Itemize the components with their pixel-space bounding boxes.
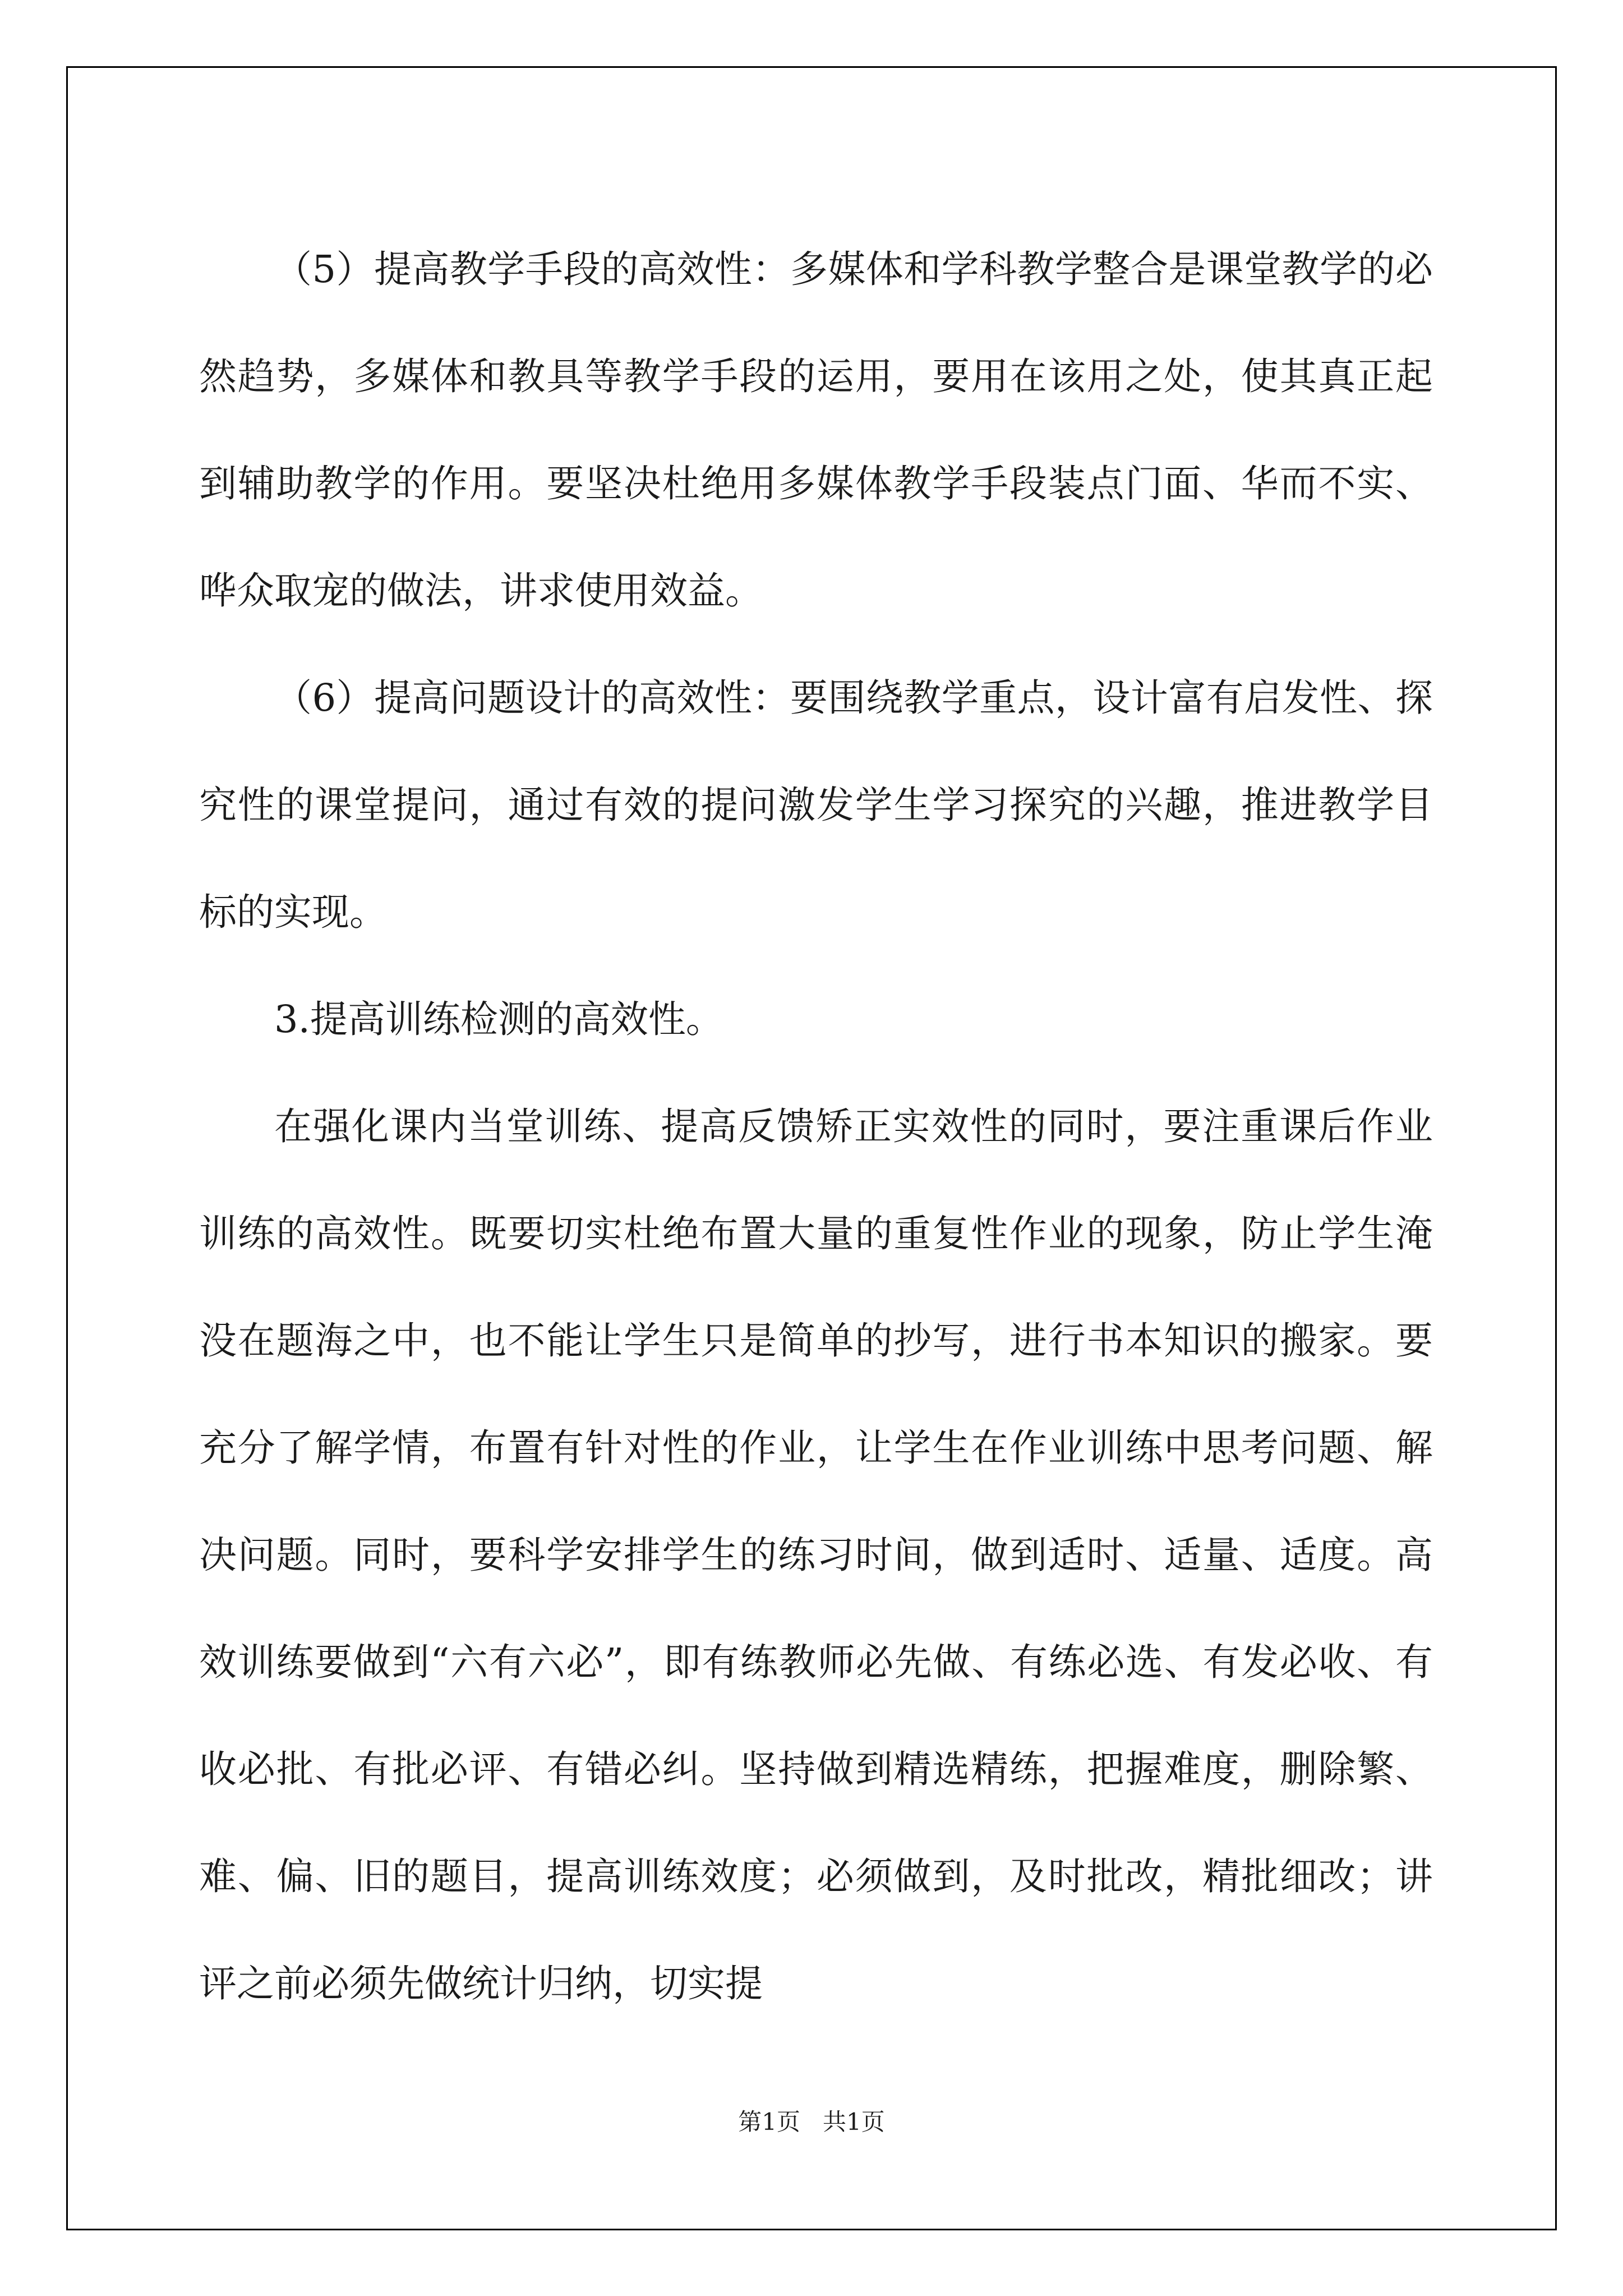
paragraph-teaching-means: （5）提高教学手段的高效性：多媒体和学科教学整合是课堂教学的必然趋势，多媒体和教具等教学手段的运用，要用在该用之处，使其真正起到辅助教学的作用。要坚决杜绝用多媒体教学手段装点门面、华而不实、哗众取宠的做法，讲求使用效益。: [199, 247, 1433, 613]
section-heading-training: 3.提高训练检测的高效性。: [274, 997, 723, 1041]
paragraph-question-design: （6）提高问题设计的高效性：要围绕教学重点，设计富有启发性、探究性的课堂提问，通过有效的提问激发学生学习探究的兴趣，推进教学目标的实现。: [199, 676, 1433, 934]
document-body: [199, 216, 1433, 2037]
page-number-footer: 第1页 共1页: [738, 2108, 885, 2136]
paragraph-training-detail: 在强化课内当堂训练、提高反馈矫正实效性的同时，要注重课后作业训练的高效性。既要切实杜绝布置大量的重复性作业的现象，防止学生淹没在题海之中，也不能让学生只是简单的抄写，进行书本知识的搬家。要充分了解学情，布置有针对性的作业，让学生在作业训练中思考问题、解决问题。同时，要科学安排学生的练习时间，做到适时、适量、适度。高效训练要做到“六有六必”，即有练教师必先做、有练必选、有发必收、有收必批、有批必评、有错必纠。坚持做到精选精练，把握难度，删除繁、难、偏、旧的题目，提高训练效度；必须做到，及时批改，精批细改；讲评之前必须先做统计归纳，切实提: [199, 1105, 1433, 2005]
